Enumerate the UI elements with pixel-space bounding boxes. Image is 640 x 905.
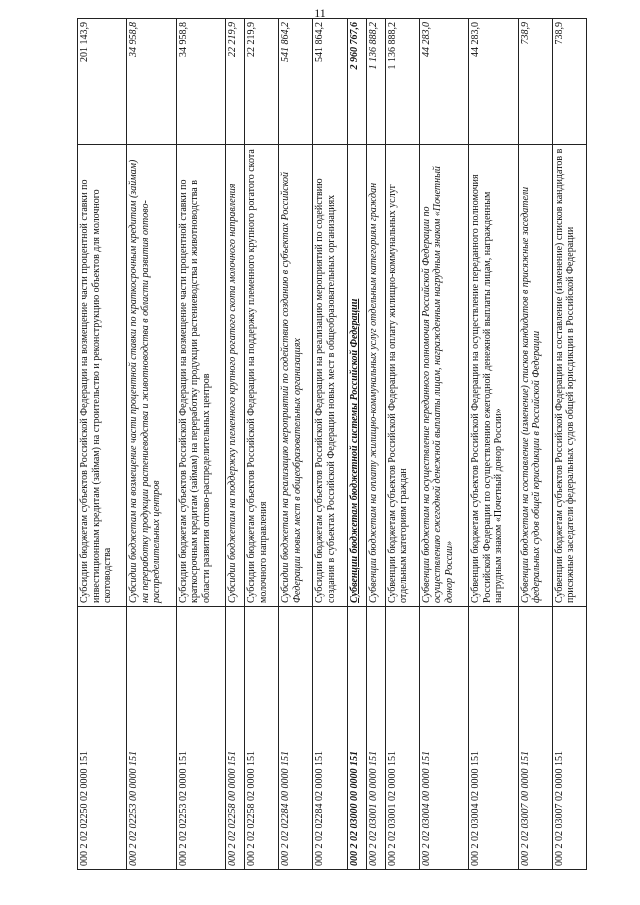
table-row (245, 19, 279, 870)
table-row (419, 19, 468, 870)
table-row (176, 19, 225, 870)
amount-cell: 541 864,2 (313, 19, 347, 145)
budget-code-cell: 000 2 02 02253 02 0000 151 (176, 607, 225, 870)
description-cell: Субсидии бюджетам субъектов Российской Федерации на возмещение части процентной ставки по краткосрочным кредитам (займам) на переработку продукции растениеводства и животноводства в области развития оптово-распределительных центров (176, 145, 225, 607)
table-row (518, 19, 552, 870)
budget-code-cell: 000 2 02 02258 02 0000 151 (245, 607, 279, 870)
table-row (313, 19, 347, 870)
budget-code-cell: 000 2 02 03007 02 0000 151 (552, 607, 586, 870)
description-cell: Субсидии бюджетам субъектов Российской Федерации на реализацию мероприятий по содействию создания в субъектах Российской Федерации новых мест в общеобразовательных организациях (313, 145, 347, 607)
budget-code-cell: 000 2 02 03001 02 0000 151 (385, 607, 419, 870)
description-cell: Субсидии бюджетам субъектов Российской Федерации на поддержку племенного крупного рогатого скота молочного направления (245, 145, 279, 607)
budget-code-cell: 000 2 02 03007 00 0000 151 (518, 607, 552, 870)
budget-code-cell: 000 2 02 02284 02 0000 151 (313, 607, 347, 870)
table-row (127, 19, 176, 870)
amount-cell: 22 219,9 (245, 19, 279, 145)
amount-cell: 1 136 888,2 (366, 19, 385, 145)
budget-revenue-table (77, 18, 587, 870)
description-cell: Субвенции бюджетам на оплату жилищно-коммунальных услуг отдельным категориям граждан (366, 145, 385, 607)
budget-code-cell: 000 2 02 03001 00 0000 151 (366, 607, 385, 870)
amount-cell: 44 283,0 (419, 19, 468, 145)
description-cell: Субвенции бюджетам бюджетной системы Российской Федерации (347, 145, 366, 607)
amount-cell: 738,9 (518, 19, 552, 145)
budget-code-cell: 000 2 02 02284 00 0000 151 (279, 607, 313, 870)
description-cell: Субвенции бюджетам субъектов Российской Федерации на оплату жилищно-коммунальных услуг отдельным категориям граждан (385, 145, 419, 607)
amount-cell: 1 136 888,2 (385, 19, 419, 145)
rotated-table-wrapper (77, 22, 587, 870)
table-body (78, 19, 587, 870)
budget-code-cell: 000 2 02 03000 00 0000 151 (347, 607, 366, 870)
amount-cell: 34 958,8 (176, 19, 225, 145)
budget-code-cell: 000 2 02 03004 02 0000 151 (469, 607, 518, 870)
description-cell: Субсидии бюджетам на реализацию мероприятий по содействию созданию в субъектах Российской Федерации новых мест в общеобразовательных организациях (279, 145, 313, 607)
amount-cell: 738,9 (552, 19, 586, 145)
table-row (552, 19, 586, 870)
amount-cell: 2 960 767,6 (347, 19, 366, 145)
description-cell: Субвенции бюджетам субъектов Российской Федерации на составление (изменение) списков кандидатов в присяжные заседатели федеральных судов общей юрисдикции в Российской Федерации (552, 145, 586, 607)
description-cell: Субвенции бюджетам субъектов Российской Федерации на осуществление переданного полномочия Российской Федерации по осуществлению ежегодной денежной выплаты лицам, награжденным нагрудным знаком «Почетный донор России» (469, 145, 518, 607)
description-cell: Субсидии бюджетам субъектов Российской Федерации на возмещение части процентной ставки по инвестиционным кредитам (займам) на строительство и реконструкцию объектов для молочного скотоводства (78, 145, 127, 607)
description-cell: Субсидии бюджетам на возмещение части процентной ставки по краткосрочным кредитам (займам) на переработку продукции растениеводства и животноводства в области развития оптово-распределительных центров (127, 145, 176, 607)
budget-code-cell: 000 2 02 02253 00 0000 151 (127, 607, 176, 870)
amount-cell: 34 958,8 (127, 19, 176, 145)
page-number: 11 (314, 6, 326, 20)
description-cell: Субсидии бюджетам на поддержку племенного крупного рогатого скота молочного направления (225, 145, 244, 607)
description-cell: Субвенции бюджетам на составление (изменение) списков кандидатов в присяжные заседатели федеральных судов общей юрисдикции в Российской Федерации (518, 145, 552, 607)
amount-cell: 201 143,9 (78, 19, 127, 145)
amount-cell: 541 864,2 (279, 19, 313, 145)
table-row (347, 19, 366, 870)
amount-cell: 22 219,9 (225, 19, 244, 145)
table-row (279, 19, 313, 870)
description-cell: Субвенции бюджетам на осуществление переданного полномочия Российской Федерации по осуществлению ежегодной денежной выплаты лицам, награжденным нагрудным знаком «Почетный донор России» (419, 145, 468, 607)
budget-code-cell: 000 2 02 03004 00 0000 151 (419, 607, 468, 870)
table-row (225, 19, 244, 870)
table-row (469, 19, 518, 870)
table-row (78, 19, 127, 870)
amount-cell: 44 283,0 (469, 19, 518, 145)
table-row (385, 19, 419, 870)
table-row (366, 19, 385, 870)
budget-code-cell: 000 2 02 02250 02 0000 151 (78, 607, 127, 870)
budget-code-cell: 000 2 02 02258 00 0000 151 (225, 607, 244, 870)
